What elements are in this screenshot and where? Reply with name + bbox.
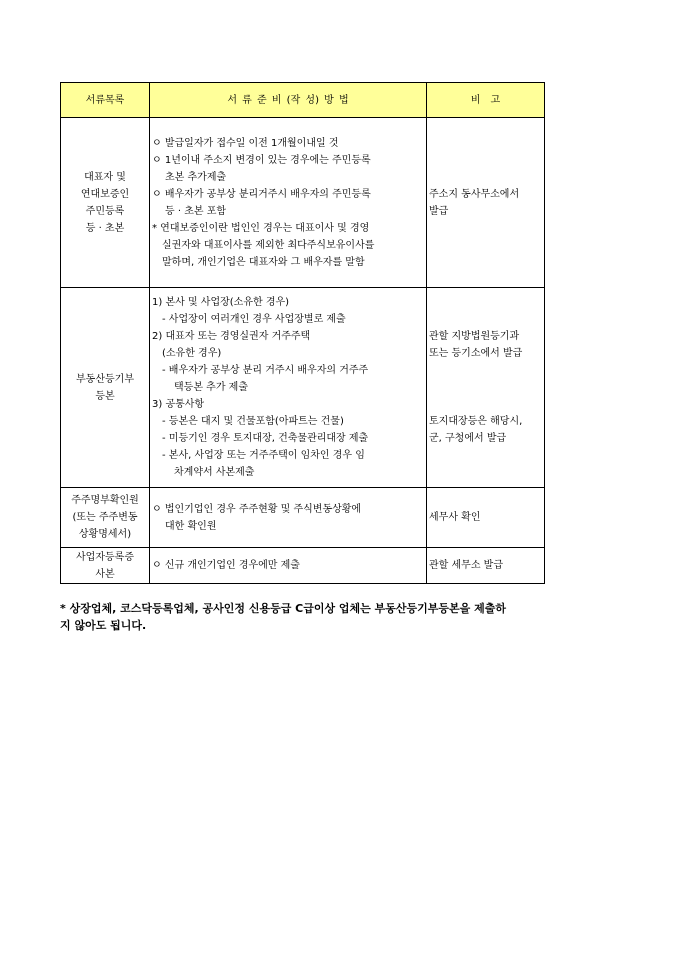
method-line: 등 · 초본 포함 [165, 205, 227, 217]
footnote-line: * 상장업체, 코스닥등록업체, 공사인정 신용등급 C급이상 업체는 부동산등기부등본을 제출하 [60, 602, 506, 615]
method-line: ㅇ 신규 개인기업인 경우에만 제출 [152, 560, 300, 571]
doc-name-cell [61, 488, 150, 548]
method-line: 실권자와 대표이사를 제외한 최다주식보유이사를 [162, 239, 375, 251]
method-line: * 연대보증인이란 법인인 경우는 대표이사 및 경영 [152, 222, 370, 234]
table-row [61, 488, 545, 548]
remarks-line: 세무사 확인 [429, 512, 481, 523]
remarks-line: 또는 등기소에서 발급 [429, 348, 523, 359]
method-line: - 등본은 대지 및 건물포함(아파트는 건물) [162, 416, 344, 427]
doc-name-line: 주민등록 [85, 205, 125, 217]
table-row [61, 118, 545, 288]
method-line: 초본 추가제출 [165, 171, 227, 183]
method-line: 대한 확인원 [165, 520, 217, 532]
method-line: ㅇ 발급일자가 접수일 이전 1개월이내일 것 [152, 137, 339, 149]
remarks-cell [427, 548, 545, 584]
table-row [61, 288, 545, 488]
method-line: - 본사, 사업장 또는 거주주택이 임차인 경우 임 [162, 450, 365, 461]
method-cell [150, 118, 427, 288]
method-line: ㅇ 1년이내 주소지 변경이 있는 경우에는 주민등록 [152, 154, 371, 166]
table-row [61, 548, 545, 584]
doc-name-line: (또는 주주변동 [72, 512, 138, 523]
doc-name-line: 등 · 초본 [85, 222, 125, 234]
method-line: ㅇ 배우자가 공부상 분리거주시 배우자의 주민등록 [152, 188, 371, 200]
doc-name-line: 등본 [95, 390, 115, 402]
footnote-line: 지 않아도 됩니다. [60, 619, 147, 632]
method-cell [150, 288, 427, 488]
header-document-list: 서류목록 [61, 83, 150, 118]
method-line: 차계약서 사본제출 [174, 467, 255, 478]
method-line: (소유한 경우) [162, 348, 222, 359]
remarks-line: 주소지 동사무소에서 [429, 188, 520, 200]
method-line: 말하며, 개인기업은 대표자와 그 배우자를 말함 [162, 256, 365, 268]
footnote [60, 600, 620, 634]
method-line: 택등본 추가 제출 [174, 382, 248, 393]
method-line: - 미등기인 경우 토지대장, 건축물관리대장 제출 [162, 433, 369, 444]
remarks-line: 관할 지방법원등기과 [429, 331, 520, 342]
table-header-row [61, 83, 545, 118]
doc-name-line: 상황명세서) [78, 529, 132, 540]
doc-name-line: 연대보증인 [80, 188, 130, 200]
method-cell [150, 548, 427, 584]
doc-name-cell [61, 548, 150, 584]
method-line: 3) 공통사항 [152, 399, 205, 410]
method-cell [150, 488, 427, 548]
remarks-cell [427, 288, 545, 488]
header-remarks: 비 고 [427, 83, 545, 118]
method-line: 2) 대표자 또는 경영실권자 거주주택 [152, 331, 311, 342]
doc-name-line: 대표자 및 [84, 171, 126, 183]
remarks-cell [427, 488, 545, 548]
remarks-cell [427, 118, 545, 288]
method-line: ㅇ 법인기업인 경우 주주현황 및 주식변동상황에 [152, 503, 362, 515]
doc-name-line: 사업자등록증 [76, 551, 134, 563]
method-line: - 배우자가 공부상 분리 거주시 배우자의 거주주 [162, 365, 369, 376]
document-requirements-table [60, 82, 545, 584]
doc-name-cell [61, 118, 150, 288]
doc-name-cell [61, 288, 150, 488]
header-preparation-method: 서 류 준 비 (작 성) 방 법 [150, 83, 427, 118]
remarks-line: 군, 구청에서 발급 [429, 433, 507, 444]
doc-name-line: 사본 [95, 568, 115, 580]
doc-name-line: 부동산등기부 [76, 373, 134, 385]
doc-name-line: 주주명부확인원 [71, 495, 139, 506]
method-line: 1) 본사 및 사업장(소유한 경우) [152, 297, 290, 308]
remarks-line: 토지대장등은 해당시, [429, 416, 523, 427]
remarks-line: 발급 [429, 205, 449, 217]
method-line: - 사업장이 여러개인 경우 사업장별로 제출 [162, 314, 346, 325]
remarks-line: 관할 세무소 발급 [429, 560, 503, 571]
